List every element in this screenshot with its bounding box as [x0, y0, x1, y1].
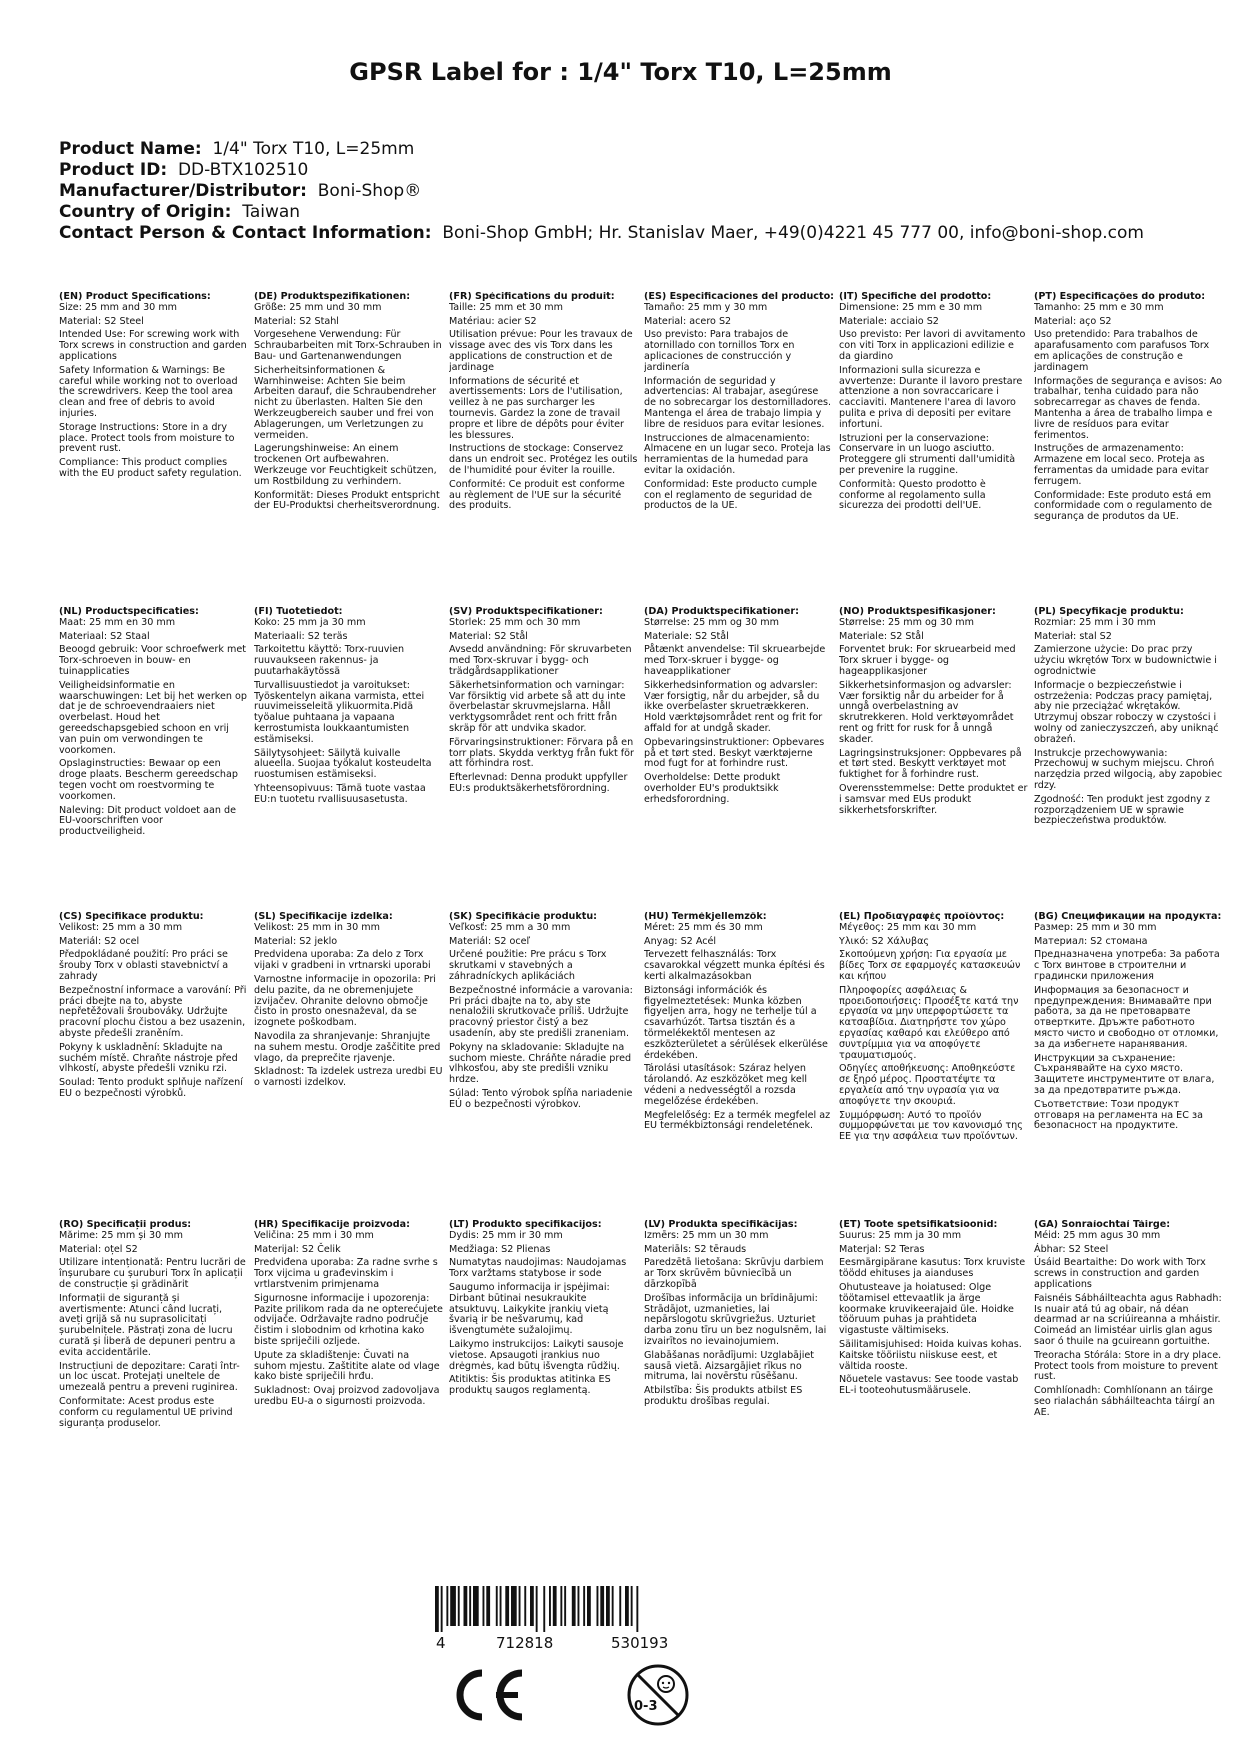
barcode-bar: [631, 1586, 633, 1626]
spec-line: Yhteensopivuus: Tämä tuote vastaa EU:n tuotetu rvallisuusasetusta.: [254, 782, 426, 805]
age-warning-icon: [626, 1663, 690, 1727]
info-value: Taiwan: [242, 202, 301, 222]
spec-line: Sigurnosne informacije i upozorenja: Pazite prilikom rada da ne opterećujete odvijače. Održavajte radno područje čistim i slobodnim od krhotina kako biste spriječili ozljede.: [254, 1292, 443, 1347]
spec-line: Dimensione: 25 mm e 30 mm: [839, 301, 983, 313]
language-heading: (RO) Specificații produs:: [59, 1220, 192, 1230]
info-row: [59, 181, 1144, 202]
spec-line: Instructions de stockage: Conservez dans un endroit sec. Protégez les outils de l'humidité pour éviter la rouille.: [449, 443, 638, 476]
spec-line: Koko: 25 mm ja 30 mm: [254, 616, 366, 628]
barcode-bar: [612, 1586, 614, 1626]
spec-line: Varnostne informacije in opozorila: Pri delu pazite, da ne obremenjujete izvijačev. Ohranite delovno območje čisto in prosto onesnaževal, da se izognete poškodbam.: [254, 973, 436, 1029]
spec-line: Zamierzone użycie: Do prac przy użyciu wkrętów Torx w budownictwie i ogrodnictwie: [1034, 644, 1217, 677]
barcode-bar: [441, 1586, 443, 1632]
barcode-bar: [446, 1586, 448, 1626]
spec-line: Istruzioni per la conservazione: Conservare in un luogo asciutto. Proteggere gli strumenti dall'umidità per prevenire la ruggine.: [839, 432, 1016, 476]
spec-line: Veľkosť: 25 mm a 30 mm: [449, 921, 571, 933]
info-label: Product ID:: [59, 160, 168, 180]
spec-line: Informacje o bezpieczeństwie i ostrzeżenia: Podczas pracy pamiętaj, aby nie przeciążać wkrętaków. Utrzymuj obszar roboczy w czystości i wolny od zanieczyszczeń, aby uniknąć obrażeń.: [1034, 679, 1219, 745]
spec-line: Lagringsinstruksjoner: Oppbevares på et tørt sted. Beskytt verktøyet mot fuktighet for å forhindre rust.: [839, 747, 1022, 781]
spec-line: Velikost: 25 mm a 30 mm: [59, 921, 183, 933]
barcode-bar: [597, 1586, 599, 1626]
spec-line: Material: S2 Stahl: [254, 315, 339, 327]
spec-line: Conformidade: Este produto está em conformidade com o regulamento de segurança de produtos da UE.: [1034, 489, 1213, 523]
info-label: Manufacturer/Distributor:: [59, 181, 307, 201]
spec-line: Skladnost: Ta izdelek ustreza uredbi EU o varnosti izdelkov.: [254, 1066, 443, 1089]
language-spec-grid: [59, 292, 1229, 1550]
language-heading: (FI) Tuotetiedot:: [254, 607, 343, 617]
spec-line: Materiale: acciaio S2: [839, 315, 939, 327]
spec-line: Určené použitie: Pre prácu s Torx skrutkami v stavebných a záhradníckych aplikáciách: [449, 949, 607, 982]
spec-line: Υλικό: S2 Χάλυβας: [839, 935, 930, 947]
barcode-bar: [536, 1586, 538, 1632]
language-block: [1034, 912, 1229, 1220]
spec-line: Izmērs: 25 mm un 30 mm: [644, 1229, 769, 1241]
info-value: 1/4" Torx T10, L=25mm: [212, 139, 415, 159]
spec-line: Σκοπούμενη χρήση: Για εργασία με βίδες Torx σε εφαρμογές κατασκευών και κήπου: [839, 949, 1021, 982]
language-block: [59, 1220, 254, 1550]
spec-line: Matériau: acier S2: [449, 315, 537, 327]
spec-line: Uso previsto: Per lavori di avvitamento con viti Torx in applicazioni edilizie e da giardino: [839, 329, 1026, 362]
spec-line: Материал: S2 стомана: [1034, 935, 1148, 947]
spec-line: Material: acero S2: [644, 315, 732, 327]
spec-line: Bezpečnostní informace a varování: Při práci dbejte na to, abyste nepřetěžovali šroubováky. Udržujte pracovní plochu čistou a bez usazenin, abyste předešli zraněním.: [59, 984, 247, 1039]
language-heading: (EN) Product Specifications:: [59, 292, 211, 302]
language-heading: (FR) Spécifications du produit:: [449, 292, 615, 302]
barcode-bar: [619, 1586, 621, 1626]
spec-line: Informații de siguranță și avertismente: Atunci când lucrați, aveți grijă să nu suprasolicitați șurubelnițele. Păstrați zona de lucru curată și liberă de depuneri pentru a evita accidentările.: [59, 1292, 236, 1358]
spec-line: Съответствие: Този продукт отговаря на регламента на ЕС за безопасност на продуктите.: [1034, 1098, 1203, 1132]
language-block: [839, 1220, 1034, 1550]
language-block: [449, 912, 644, 1220]
spec-line: Glabāšanas norādījumi: Uzglabājiet sausā vietā. Aizsargājiet rīkus no mitruma, lai novērstu rūsēšanu.: [644, 1349, 815, 1383]
language-heading: (DA) Produktspecifikationer:: [644, 607, 799, 617]
barcode-bar: [473, 1586, 479, 1626]
language-block: [644, 292, 839, 607]
spec-line: Tamanho: 25 mm e 30 mm: [1034, 301, 1164, 313]
spec-line: Turvallisuustiedot ja varoitukset: Työskentelyn aikana varmista, ettei ruuvimeisseleitä ylikuormita.Pidä työalue puhtaana ja vapaana kerrostumista loukkaantumisten estämiseksi.: [254, 679, 425, 745]
spec-line: Μέγεθος: 25 mm και 30 mm: [839, 921, 977, 933]
language-heading: (CS) Specifikace produktu:: [59, 912, 204, 922]
language-block: [254, 912, 449, 1220]
product-info: [59, 139, 1144, 244]
spec-line: Pokyny k uskladnění: Skladujte na suchém místě. Chraňte nástroje před vlhkostí, abyste předešli vzniku rzi.: [59, 1041, 238, 1075]
language-heading: (SL) Specifikacije izdelka:: [254, 912, 393, 922]
info-row: [59, 139, 1144, 160]
spec-line: Úsáid Beartaithe: Do work with Torx screws in construction and garden applications: [1034, 1257, 1206, 1290]
language-block: [839, 912, 1034, 1220]
barcode-digit-first: 4: [436, 1634, 446, 1652]
spec-line: Instruções de armazenamento: Armazene em local seco. Proteja as ferramentas da umidade para evitar ferrugem.: [1034, 443, 1209, 487]
spec-line: Säkerhetsinformation och varningar: Var försiktig vid arbete så att du inte överbelastar skruvmejslarna. Håll verktygsområdet rent och fritt från skräp för att undvika skador.: [449, 679, 626, 734]
spec-line: Konformität: Dieses Produkt entspricht der EU-Produktsi cherheitsverordnung.: [254, 489, 440, 512]
language-heading: (LT) Produkto specifikacijos:: [449, 1220, 602, 1230]
spec-line: Storage Instructions: Store in a dry place. Protect tools from moisture to prevent rust.: [59, 421, 235, 455]
spec-line: Informações de segurança e avisos: Ao trabalhar, tenha cuidado para não sobrecarregar as chaves de fenda. Mantenha a área de trabalho limpa e livre de resíduos para evitar ferimentos.: [1034, 375, 1223, 441]
spec-line: Conformitate: Acest produs este conform cu regulamentul UE privind siguranța produselor.: [59, 1395, 233, 1429]
barcode-digits-left: 712818: [496, 1634, 554, 1652]
spec-line: Instrucciones de almacenamiento: Almacene en un lugar seco. Proteja las herramientas de la humedad para evitar la oxidación.: [644, 432, 831, 476]
barcode-bar: [464, 1586, 468, 1626]
spec-line: Dydis: 25 mm ir 30 mm: [449, 1229, 563, 1241]
barcode-bar: [572, 1586, 576, 1626]
spec-line: Mărime: 25 mm și 30 mm: [59, 1229, 183, 1241]
spec-line: Conformidad: Este producto cumple con el reglamento de seguridad de productos de la UE.: [644, 478, 817, 512]
spec-line: Conformité: Ce produit est conforme au règlement de l'UE sur la sécurité des produits.: [449, 478, 625, 512]
spec-line: Předpokládané použití: Pro práci se šrouby Torx v oblasti stavebnictví a zahrady: [59, 949, 229, 982]
language-block: [59, 912, 254, 1220]
language-heading: (NL) Productspecificaties:: [59, 607, 199, 617]
spec-line: Veiligheidsinformatie en waarschuwingen: Let bij het werken op dat je de schroevendraaiers niet overbelast. Houd het gereedschapsgebied schoon en vrij van puin om verwondingen te voorkomen.: [59, 679, 247, 756]
spec-line: Size: 25 mm and 30 mm: [59, 301, 178, 313]
language-heading: (HR) Specifikacije proizvoda:: [254, 1220, 410, 1230]
spec-line: Tárolási utasítások: Száraz helyen tárolandó. Az eszközöket meg kell védeni a nedvességtől a rozsda megelőzése érdekében.: [644, 1063, 808, 1107]
barcode-bar: [625, 1586, 629, 1626]
spec-line: Faisnéis Sábháilteachta agus Rabhadh: Is nuair atá tú ag obair, ná déan dearmad ar na scriúireanna a mháistir. Coimeád an limistéar uirlis glan agus saor ó thuile na gcuireann gortuithe.: [1034, 1292, 1222, 1347]
barcode-bar: [435, 1586, 439, 1632]
spec-line: Predviđena uporaba: Za radne svrhe s Torx vijcima u građevinskim i vrtlarstvenim primjenama: [254, 1257, 438, 1290]
spec-line: Materiál: S2 oceľ: [449, 935, 531, 947]
spec-line: Größe: 25 mm und 30 mm: [254, 301, 382, 313]
spec-line: Veličina: 25 mm i 30 mm: [254, 1229, 374, 1241]
age-label: 0-3: [634, 1699, 658, 1714]
spec-line: Atbilstība: Šis produkts atbilst ES produktu drošības regulai.: [644, 1385, 803, 1407]
spec-line: Forventet bruk: For skruearbeid med Torx skruer i bygge- og hageapplikasjoner: [839, 644, 1016, 677]
spec-line: Eesmärgipärane kasutus: Torx kruviste töödd ehituses ja aianduses: [839, 1257, 1026, 1280]
spec-line: Saugumo informacija ir įspėjimai: Dirbant būtinai nesukraukite atsuktuvų. Laikykite įrankių vietą švarią ir be nešvarumų, kad išvengtumėte sužalojimų.: [449, 1281, 610, 1337]
info-row: [59, 223, 1144, 244]
spec-line: Laikymo instrukcijos: Laikyti sausoje vietose. Apsaugoti įrankius nuo drėgmės, kad būtų išvengta rūdžių.: [449, 1338, 624, 1372]
barcode-bar: [564, 1586, 566, 1626]
spec-line: Material: aço S2: [1034, 315, 1112, 327]
spec-line: Påtænkt anvendelse: Til skruearbejde med Torx-skruer i bygge- og haveapplikationer: [644, 644, 826, 677]
language-block: [254, 607, 449, 912]
info-label: Product Name:: [59, 139, 202, 159]
spec-line: Megfelelőség: Ez a termék megfelel az EU termékbiztonsági rendeletének.: [644, 1109, 831, 1132]
spec-line: Efterlevnad: Denna produkt uppfyller EU:s produktsäkerhetsförordning.: [449, 772, 628, 794]
spec-line: Rozmiar: 25 mm i 30 mm: [1034, 616, 1156, 628]
spec-line: Instrukcje przechowywania: Przechowuj w suchym miejscu. Chroń narzędzia przed wilgocią, aby zapobiec rdzy.: [1034, 747, 1223, 791]
spec-line: Maat: 25 mm en 30 mm: [59, 616, 176, 628]
spec-line: Πληροφορίες ασφάλειας & προειδοποιήσεις: Προσέξτε κατά την εργασία να μην υπερφορτώσετε τα κατσαβίδια. Διατηρήστε τον χώρο εργασίας καθαρό και ελεύθερο από συντρίμμια για να αποφύγετε τραυματισμούς.: [839, 984, 1019, 1061]
spec-line: Suurus: 25 mm ja 30 mm: [839, 1229, 962, 1241]
info-row: [59, 160, 1144, 181]
spec-line: Biztonsági információk és figyelmeztetések: Munka közben figyeljen arra, hogy ne terhelje túl a csavarhúzót. Tartsa tisztán és a törmelékektől mentesen az eszközterületet a sérülések elkerülése érdekében.: [644, 984, 828, 1061]
language-heading: (NO) Produktspesifikasjoner:: [839, 607, 996, 617]
spec-line: Soulad: Tento produkt splňuje nařízení EU o bezpečnosti výrobků.: [59, 1077, 243, 1099]
barcode-bar: [560, 1586, 562, 1626]
spec-line: Anyag: S2 Acél: [644, 935, 717, 947]
spec-line: Nõuetele vastavus: See toode vastab EL-i tooteohutusmäärusele.: [839, 1374, 1019, 1397]
language-heading: (GA) Sonraíochtaí Táirge:: [1034, 1220, 1171, 1230]
language-heading: (BG) Спецификации на продукта:: [1034, 912, 1222, 922]
language-heading: (PT) Especificações do produto:: [1034, 292, 1206, 302]
info-value: DD-BTX102510: [177, 160, 309, 180]
barcode-bar: [469, 1586, 471, 1626]
barcode-bar: [553, 1586, 557, 1626]
barcode-bar: [519, 1586, 521, 1626]
barcode-bar: [578, 1586, 580, 1626]
spec-line: Safety Information & Warnings: Be careful while working not to overload the screwdrivers. Keep the tool area clean and free of debris to avoid injuries.: [59, 364, 238, 419]
spec-line: Materijal: S2 Čelik: [254, 1243, 341, 1255]
language-block: [59, 292, 254, 607]
spec-line: Overensstemmelse: Dette produktet er i samsvar med EUs produkt sikkerhetsforskrifter.: [839, 782, 1028, 816]
spec-line: Sikkerhetsinformasjon og advarsler: Vær forsiktig når du arbeider for å unngå overbelastning av skrutrekkeren. Hold verktøyområdet rent og fritt for rusk for å unngå skader.: [839, 679, 1014, 745]
spec-line: Ábhar: S2 Steel: [1034, 1243, 1109, 1255]
spec-line: Méid: 25 mm agus 30 mm: [1034, 1229, 1161, 1241]
barcode-bar: [450, 1586, 456, 1626]
spec-line: Intended Use: For screwing work with Torx screws in construction and garden applications: [59, 329, 247, 362]
spec-line: Materiāls: S2 tērauds: [644, 1243, 747, 1255]
language-heading: (ET) Toote spetsifikatsioonid:: [839, 1220, 998, 1230]
spec-line: Pokyny na skladovanie: Skladujte na suchom mieste. Chráňte náradie pred vlhkosťou, aby ste predišli vzniku hrdze.: [449, 1041, 632, 1086]
spec-line: Ohutusteave ja hoiatused: Olge töötamisel ettevaatlik ja ärge koormake kruvikeerajaid üle. Hoidke tööruum puhas ja prahtideta vigastuste vältimiseks.: [839, 1281, 1014, 1337]
barcode-bar: [500, 1586, 502, 1626]
spec-line: Material: oțel S2: [59, 1243, 138, 1255]
spec-line: Tamaño: 25 mm y 30 mm: [644, 301, 768, 313]
spec-line: Materiál: S2 ocel: [59, 935, 140, 947]
barcode-bar: [458, 1586, 460, 1626]
barcode-bar: [636, 1586, 638, 1632]
spec-line: Méret: 25 mm és 30 mm: [644, 921, 763, 933]
barcode-bar: [549, 1586, 551, 1626]
language-heading: (DE) Produktspezifikationen:: [254, 292, 411, 302]
spec-line: Paredzētā lietošana: Skrūvju darbiem ar Torx skrūvēm būvniecībā un dārzkopībā: [644, 1257, 824, 1290]
info-row: [59, 202, 1144, 223]
spec-line: Bezpečnostné informácie a varovania: Pri práci dbajte na to, aby ste nenaložili skrutkovače príliš. Udržujte pracovný priestor čistý a bez usadenín, aby ste predišli zraneniam.: [449, 984, 633, 1039]
spec-line: Compliance: This product complies with the EU product safety regulation.: [59, 457, 242, 479]
spec-line: Opbevaringsinstruktioner: Opbevares på et tørt sted. Beskyt værktøjerne mod fugt for at forhindre rust.: [644, 736, 825, 770]
language-heading: (IT) Specifiche del prodotto:: [839, 292, 992, 302]
spec-line: Instrucțiuni de depozitare: Carați într-un loc uscat. Protejați uneltele de umezeală pentru a preveni ruginirea.: [59, 1360, 240, 1394]
language-block: [644, 1220, 839, 1550]
spec-line: Materiaali: S2 teräs: [254, 630, 348, 642]
language-block: [1034, 607, 1229, 912]
spec-line: Treoracha Stórála: Store in a dry place. Protect tools from moisture to prevent rust.: [1034, 1349, 1222, 1383]
spec-line: Sikkerhedsinformation og advarsler: Vær forsigtig, når du arbejder, så du ikke overbelaster skruetrækkeren. Hold værktøjsområdet rent og frit for affald for at undgå skader.: [644, 679, 823, 734]
language-block: [1034, 1220, 1229, 1550]
spec-line: Atitiktis: Šis produktas atitinka ES produktų saugos reglamentą.: [449, 1374, 611, 1397]
spec-line: Avsedd användning: För skruvarbeten med Torx-skruvar i bygg- och trädgårdsapplikationer: [449, 644, 632, 677]
spec-line: Informazioni sulla sicurezza e avvertenze: Durante il lavoro prestare attenzione a non sovraccaricare i cacciaviti. Mantenere l'area di lavoro pulita e priva di depositi per evitare infortuni.: [839, 364, 1023, 430]
spec-line: Οδηγίες αποθήκευσης: Αποθηκεύστε σε ξηρό μέρος. Προστατέψτε τα εργαλεία από την υγρασία για να αποφύγετε την σκουριά.: [839, 1063, 1016, 1107]
spec-line: Materiał: stal S2: [1034, 630, 1112, 642]
spec-line: Velikost: 25 mm in 30 mm: [254, 921, 380, 933]
barcode-bar: [524, 1586, 526, 1626]
spec-line: Säilytysohjeet: Säilytä kuivalle alueella. Suojaa työkalut kosteudelta ruostumisen estämiseksi.: [254, 747, 432, 781]
language-block: [449, 292, 644, 607]
spec-line: Uso previsto: Para trabajos de atornillado con tornillos Torx en aplicaciones de construcción y jardinería: [644, 329, 795, 373]
spec-line: Συμμόρφωση: Αυτό το προϊόν συμμορφώνεται με τον κανονισμό της ΕΕ για την ασφάλεια των προϊόντων.: [839, 1109, 1023, 1143]
barcode-bar: [543, 1586, 545, 1632]
language-heading: (ES) Especificaciones del producto:: [644, 292, 835, 302]
language-heading: (SK) Špecifikácie produktu:: [449, 912, 598, 922]
language-heading: (PL) Specyfikacje produktu:: [1034, 607, 1184, 617]
language-heading: (HU) Termékjellemzők:: [644, 912, 767, 922]
spec-line: Numatytas naudojimas: Naudojamas Torx varžtams statybose ir sode: [449, 1257, 627, 1280]
spec-line: Opslaginstructies: Bewaar op een droge plaats. Bescherm gereedschap tegen vocht om roestvorming te voorkomen.: [59, 758, 238, 802]
spec-line: Förvaringsinstruktioner: Förvara på en torr plats. Skydda verktyg från fukt för att förhindra rost.: [449, 736, 634, 770]
language-block: [839, 607, 1034, 912]
barcode-bar: [496, 1586, 498, 1626]
spec-line: Sicherheitsinformationen & Warnhinweise: Achten Sie beim Arbeiten darauf, die Schraubendreher nicht zu überlasten. Halten Sie den Werkzeugbereich sauber und frei von Ablagerungen, um Verletzungen zu vermeiden.: [254, 364, 437, 441]
barcode-bar: [483, 1586, 485, 1626]
spec-line: Material: S2 jeklo: [254, 935, 338, 947]
spec-line: Medžiaga: S2 Plienas: [449, 1243, 551, 1255]
spec-line: Súlad: Tento výrobok spĺňa nariadenie EÚ o bezpečnosti výrobkov.: [449, 1087, 633, 1110]
language-block: [644, 607, 839, 912]
spec-line: Material: S2 Stål: [449, 630, 528, 642]
language-block: [449, 607, 644, 912]
barcode-bar: [486, 1586, 490, 1626]
spec-line: Предназначена употреба: За работа с Torx винтове в строителни и градински приложения: [1034, 949, 1220, 982]
spec-line: Uso pretendido: Para trabalhos de aparafusamento com parafusos Torx em aplicações de construção e jardinagem: [1034, 329, 1210, 373]
spec-line: Utilizare intenționată: Pentru lucrări de înșurubare cu șuruburi Torx în aplicații de construcție și grădinărit: [59, 1257, 246, 1290]
ce-mark-icon: [448, 1667, 528, 1723]
language-block: [839, 292, 1034, 607]
barcode-bar: [600, 1586, 604, 1626]
barcode-bar: [530, 1586, 534, 1626]
spec-line: Lagerungshinweise: An einem trockenen Ort aufbewahren. Werkzeuge vor Feuchtigkeit schützen, um Rostbildung zu verhindern.: [254, 443, 437, 487]
spec-line: Overholdelse: Dette produkt overholder EU's produktsikk erhedsforordning.: [644, 772, 781, 805]
spec-line: Tervezett felhasználás: Torx csavarokkal végzett munka építési és kerti alkalmazásokban: [644, 949, 825, 982]
spec-line: Material: S2 Steel: [59, 315, 144, 327]
spec-line: Инструкции за съхранение: Съхранявайте на сухо място. Защитете инструментите от влага, за да предотвратите ръжда.: [1034, 1052, 1215, 1096]
barcode-digits-right: 530193: [611, 1634, 669, 1652]
spec-line: Storlek: 25 mm och 30 mm: [449, 616, 581, 628]
barcode: [433, 1586, 713, 1632]
spec-line: Zgodność: Ten produkt jest zgodny z rozporządzeniem UE w sprawie bezpieczeństwa produktów.: [1034, 793, 1210, 827]
spec-line: Beoogd gebruik: Voor schroefwerk met Torx-schroeven in bouw- en tuinapplicaties: [59, 644, 246, 677]
spec-line: Størrelse: 25 mm og 30 mm: [644, 616, 779, 628]
barcode-bar: [606, 1586, 610, 1626]
barcode-bar: [583, 1586, 585, 1626]
language-block: [59, 607, 254, 912]
spec-line: Materiale: S2 Stål: [839, 630, 924, 642]
spec-line: Upute za skladištenje: Čuvati na suhom mjestu. Zaštitite alate od vlage kako biste spriječili hrđu.: [254, 1349, 440, 1383]
spec-line: Materiale: S2 Stål: [644, 630, 729, 642]
spec-line: Размер: 25 mm и 30 mm: [1034, 921, 1157, 933]
language-block: [254, 1220, 449, 1550]
language-heading: (LV) Produkta specifikācijas:: [644, 1220, 798, 1230]
spec-line: Materiaal: S2 Staal: [59, 630, 150, 642]
spec-line: Información de seguridad y advertencias: Al trabajar, asegúrese de no sobrecargar los destornilladores. Mantenga el área de trabajo limpia y libre de residuos para evitar lesiones.: [644, 375, 832, 430]
spec-line: Naleving: Dit product voldoet aan de EU-voorschriften voor productveiligheid.: [59, 804, 236, 838]
language-block: [449, 1220, 644, 1550]
info-value: Boni-Shop GmbH; Hr. Stanislav Maer, +49(0)4221 45 777 00, info@boni-shop.com: [442, 223, 1144, 243]
info-label: Contact Person & Contact Information:: [59, 223, 432, 243]
language-heading: (SV) Produktspecifikationer:: [449, 607, 603, 617]
spec-line: Vorgesehene Verwendung: Für Schraubarbeiten mit Torx-Schrauben in Bau- und Gartenanwendungen: [254, 329, 442, 362]
language-block: [1034, 292, 1229, 607]
language-block: [254, 292, 449, 607]
spec-line: Säilitamisjuhised: Hoida kuivas kohas. Kaitske tööriistu niiskuse eest, et vältida rooste.: [839, 1338, 1022, 1372]
page-title: GPSR Label for : 1/4" Torx T10, L=25mm: [349, 58, 892, 86]
spec-line: Navodila za shranjevanje: Shranjujte na suhem mestu. Orodje zaščitite pred vlago, da preprečite rjavenje.: [254, 1030, 441, 1064]
spec-line: Sukladnost: Ovaj proizvod zadovoljava uredbu EU-a o sigurnosti proizvoda.: [254, 1385, 440, 1407]
spec-line: Materjal: S2 Teras: [839, 1243, 925, 1255]
info-value: Boni-Shop®: [317, 181, 422, 201]
barcode-bar: [505, 1586, 509, 1626]
spec-line: Størrelse: 25 mm og 30 mm: [839, 616, 974, 628]
spec-line: Comhlíonadh: Comhlíonann an táirge seo rialachán sábháilteachta táirgí an AE.: [1034, 1385, 1215, 1418]
spec-line: Utilisation prévue: Pour les travaux de vissage avec des vis Torx dans les applications de construction et de jardinage: [449, 329, 633, 373]
spec-line: Informations de sécurité et avertissements: Lors de l'utilisation, veillez à ne pas surcharger les tournevis. Gardez la zone de travail propre et libre de dépôts pour éviter les blessures.: [449, 375, 624, 441]
info-label: Country of Origin:: [59, 202, 232, 222]
spec-line: Информация за безопасност и предупреждения: Внимавайте при работа, за да не претоварвате отвертките. Дръжте работното място чисто и свободно от отломки, за да избегнете наранявания.: [1034, 984, 1219, 1050]
spec-line: Tarkoitettu käyttö: Torx-ruuvien ruuvaukseen rakennus- ja puutarhakäytössä: [254, 644, 405, 677]
spec-line: Taille: 25 mm et 30 mm: [449, 301, 563, 313]
spec-line: Conformità: Questo prodotto è conforme al regolamento sulla sicurezza dei prodotti dell'UE.: [839, 478, 986, 512]
spec-line: Drošības informācija un brīdinājumi: Strādājot, uzmanieties, lai nepārslogotu skrūvgriežus. Uzturiet darba zonu tīru un bez nogulsnēm, lai izvairītos no ievainojumiem.: [644, 1292, 827, 1347]
barcode-bar: [587, 1586, 591, 1626]
spec-line: Predvidena uporaba: Za delo z Torx vijaki v gradbeni in vrtnarski uporabi: [254, 949, 431, 972]
language-block: [644, 912, 839, 1220]
barcode-bar: [511, 1586, 517, 1626]
language-heading: (EL) Προδιαγραφές προϊόντος:: [839, 912, 1005, 922]
